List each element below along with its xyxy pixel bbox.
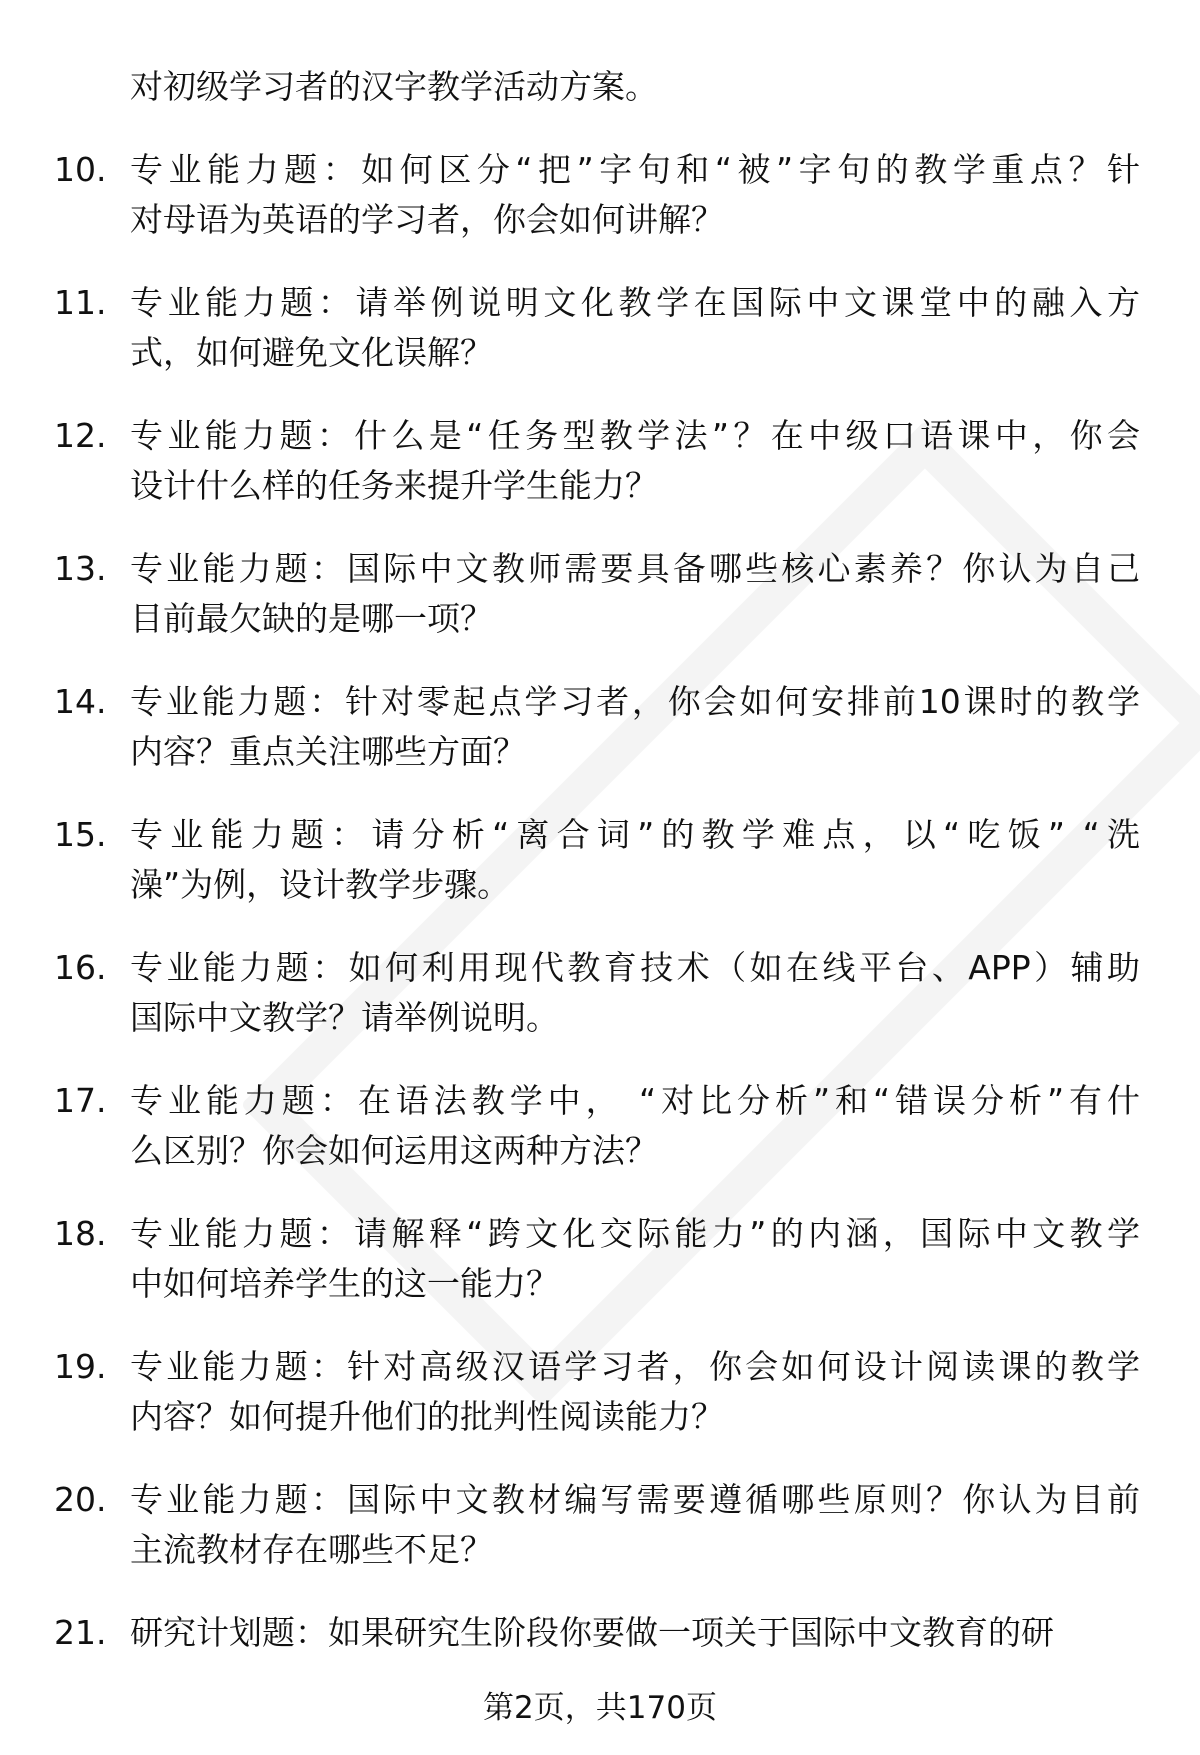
item-number: 13.	[54, 549, 107, 588]
question-item	[0, 145, 1200, 245]
item-number: 14.	[54, 682, 107, 721]
question-item	[0, 677, 1200, 777]
item-number: 16.	[54, 948, 107, 987]
item-line: 研究计划题：如果研究生阶段你要做一项关于国际中文教育的研	[130, 1613, 1054, 1652]
item-line: 主流教材存在哪些不足？	[130, 1530, 493, 1569]
item-number: 15.	[54, 815, 107, 854]
question-item	[0, 411, 1200, 511]
item-line: 内容？重点关注哪些方面？	[130, 732, 526, 771]
item-number: 11.	[54, 283, 107, 322]
item-line: 国际中文教学？请举例说明。	[130, 998, 559, 1037]
question-item	[0, 943, 1200, 1043]
item-number: 17.	[54, 1081, 107, 1120]
question-item	[0, 544, 1200, 644]
item-line: 对初级学习者的汉字教学活动方案。	[130, 67, 658, 106]
item-number: 19.	[54, 1347, 107, 1386]
question-item	[0, 1342, 1200, 1442]
item-line: 专业能力题：如何区分“把”字句和“被”字句的教学重点？针	[130, 150, 1140, 189]
question-list	[0, 62, 1200, 1691]
item-number: 18.	[54, 1214, 107, 1253]
item-number: 21.	[54, 1613, 107, 1652]
item-number: 10.	[54, 150, 107, 189]
item-line: 专业能力题：国际中文教师需要具备哪些核心素养？你认为自己	[130, 549, 1140, 588]
page-footer: 第2页，共170页	[483, 1690, 717, 1726]
item-line: 内容？如何提升他们的批判性阅读能力？	[130, 1397, 724, 1436]
item-line: 专业能力题：针对高级汉语学习者，你会如何设计阅读课的教学	[130, 1347, 1140, 1386]
item-number: 20.	[54, 1480, 107, 1519]
item-line: 专业能力题：什么是“任务型教学法”？在中级口语课中，你会	[130, 416, 1140, 455]
item-line: 专业能力题：国际中文教材编写需要遵循哪些原则？你认为目前	[130, 1480, 1140, 1519]
item-line: 专业能力题：针对零起点学习者，你会如何安排前10课时的教学	[130, 682, 1140, 721]
question-item	[0, 1076, 1200, 1176]
item-line: 澡”为例，设计教学步骤。	[130, 865, 511, 904]
item-line: 么区别？你会如何运用这两种方法？	[130, 1131, 658, 1170]
item-line: 专业能力题：如何利用现代教育技术（如在线平台、APP）辅助	[130, 948, 1140, 987]
item-line: 专业能力题：在语法教学中， “对比分析”和“错误分析”有什	[130, 1081, 1140, 1120]
item-line: 对母语为英语的学习者，你会如何讲解？	[130, 200, 724, 239]
item-line: 式，如何避免文化误解？	[130, 333, 493, 372]
item-line: 专业能力题：请解释“跨文化交际能力”的内涵，国际中文教学	[130, 1214, 1140, 1253]
question-item	[0, 278, 1200, 378]
question-item	[0, 1475, 1200, 1575]
question-item	[0, 1209, 1200, 1309]
item-line: 专业能力题：请分析“离合词”的教学难点，以“吃饭” “洗	[130, 815, 1140, 854]
question-item	[0, 1608, 1200, 1658]
item-line: 专业能力题：请举例说明文化教学在国际中文课堂中的融入方	[130, 283, 1140, 322]
continuation-item	[0, 62, 1200, 112]
item-line: 设计什么样的任务来提升学生能力？	[130, 466, 658, 505]
item-line: 中如何培养学生的这一能力？	[130, 1264, 559, 1303]
question-item	[0, 810, 1200, 910]
item-number: 12.	[54, 416, 107, 455]
item-line: 目前最欠缺的是哪一项？	[130, 599, 493, 638]
